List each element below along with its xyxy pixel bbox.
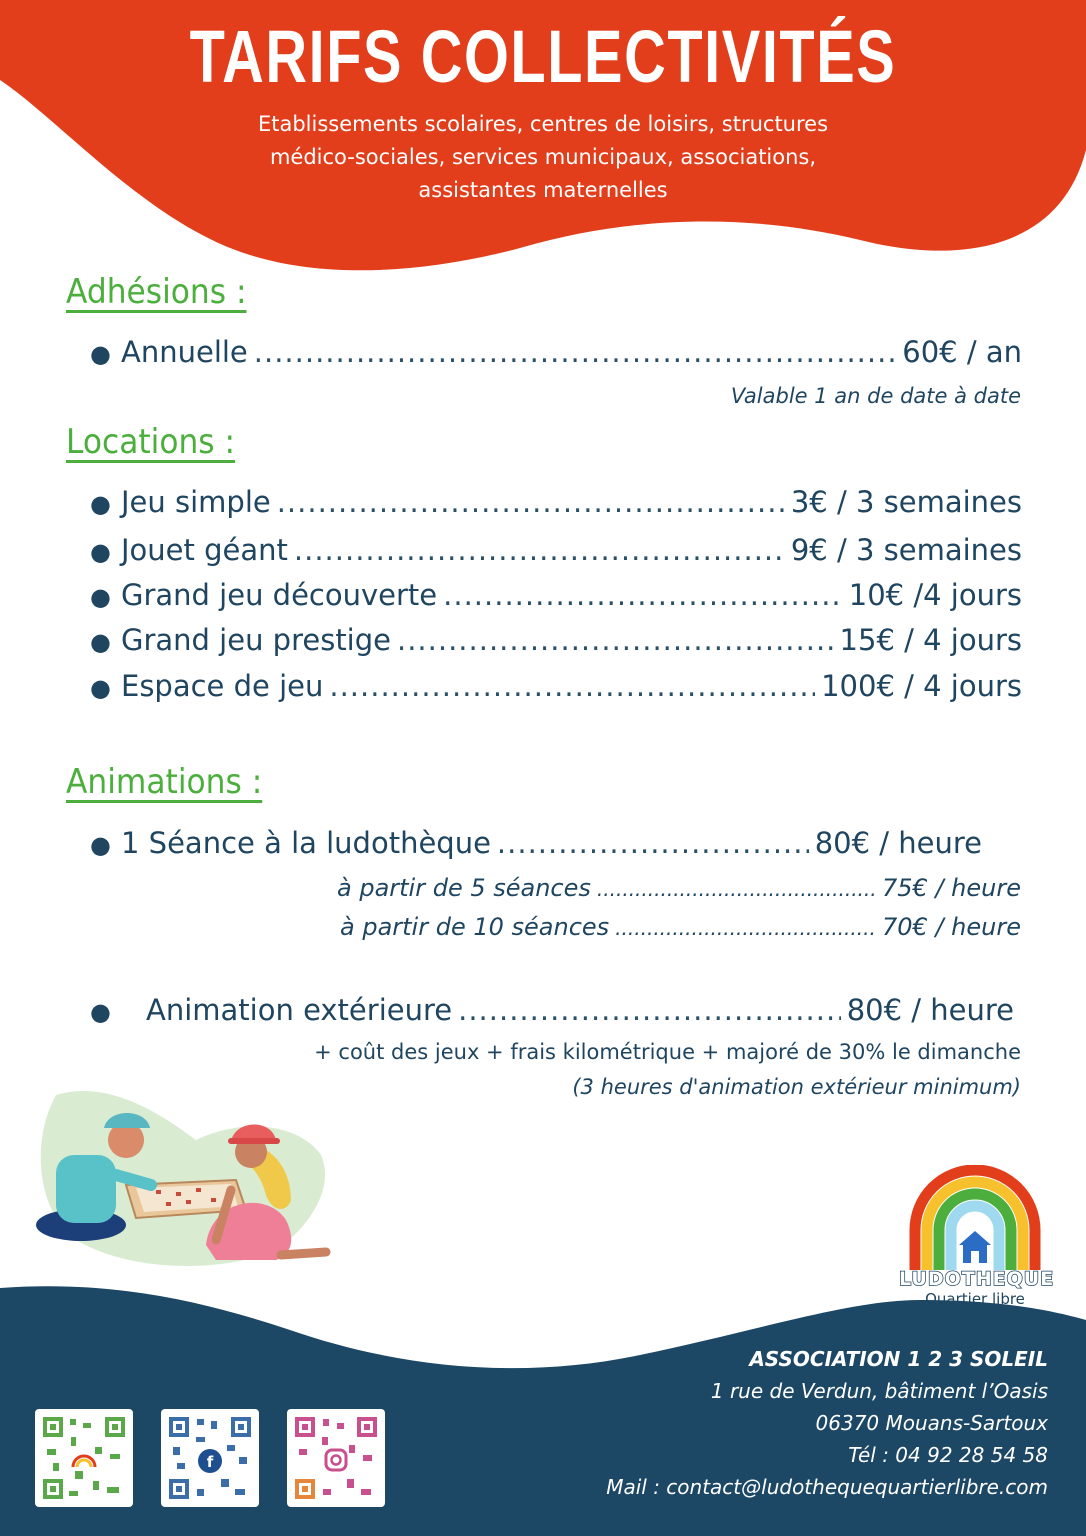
- email-address[interactable]: Mail : contact@ludothequequartierlibre.com: [606, 1475, 1048, 1499]
- dot-leader: [615, 916, 876, 940]
- item-label: Jeu simple: [121, 485, 271, 519]
- tier-price: 75€ / heure: [882, 874, 1021, 902]
- page-title: TARIFS COLLECTIVITÉS: [189, 15, 897, 98]
- qr-code-facebook[interactable]: [161, 1409, 259, 1507]
- subtitle-line: Etablissements scolaires, centres de loisirs, structures: [257, 112, 829, 136]
- tier-price: 70€ / heure: [882, 913, 1021, 941]
- dot-leader: [254, 335, 897, 369]
- dot-leader: [443, 578, 843, 612]
- postal-city: 06370 Mouans-Sartoux: [815, 1411, 1048, 1435]
- item-label: Animation extérieure: [146, 993, 453, 1027]
- bullet-icon: ●: [90, 674, 111, 702]
- bullet-icon: ●: [90, 583, 111, 611]
- tier-label: à partir de 5 séances: [337, 874, 591, 902]
- minimum-duration-note: (3 heures d'animation extérieur minimum): [572, 1075, 1021, 1099]
- tier-row-10-seances: [340, 913, 1021, 941]
- dot-leader: [277, 485, 785, 519]
- rainbow-logo: [905, 1165, 1045, 1275]
- item-label: Grand jeu découverte: [121, 578, 438, 612]
- item-price: 100€ / 4 jours: [821, 669, 1022, 703]
- price-row-grand-jeu-decouverte: [90, 578, 1022, 612]
- price-row-annuelle: [90, 335, 1022, 369]
- adhesion-validity-note: Valable 1 an de date à date: [730, 384, 1021, 408]
- dot-leader: [597, 877, 876, 901]
- contact-block: [606, 1343, 1048, 1503]
- item-label: Grand jeu prestige: [121, 623, 391, 657]
- price-row-animation-exterieure: [90, 993, 1014, 1027]
- qr-code-icon: [35, 1409, 133, 1507]
- item-price: 9€ / 3 semaines: [790, 533, 1022, 567]
- price-row-espace-de-jeu: [90, 669, 1022, 703]
- address-line: 1 rue de Verdun, bâtiment l’Oasis: [710, 1379, 1048, 1403]
- phone-number: Tél : 04 92 28 54 58: [848, 1443, 1048, 1467]
- item-label: 1 Séance à la ludothèque: [121, 826, 491, 860]
- locations-heading: Locations :: [66, 422, 236, 462]
- bullet-icon: ●: [90, 998, 111, 1026]
- svg-text:f: f: [206, 1453, 214, 1471]
- extra-costs-note: + coût des jeux + frais kilométrique + majoré de 30% le dimanche: [314, 1040, 1021, 1064]
- bullet-icon: ●: [90, 628, 111, 656]
- item-price: 3€ / 3 semaines: [790, 485, 1022, 519]
- dot-leader: [397, 623, 834, 657]
- dot-leader: [294, 533, 785, 567]
- item-price: 60€ / an: [902, 335, 1022, 369]
- tier-label: à partir de 10 séances: [340, 913, 610, 941]
- price-row-grand-jeu-prestige: [90, 623, 1022, 657]
- qr-code-instagram[interactable]: [287, 1409, 385, 1507]
- dot-leader: [497, 826, 809, 860]
- qr-code-website[interactable]: [35, 1409, 133, 1507]
- adhesions-heading: Adhésions :: [66, 272, 247, 312]
- logo-tagline: Quartier libre: [925, 1290, 1025, 1308]
- association-name: ASSOCIATION 1 2 3 SOLEIL: [749, 1347, 1048, 1371]
- instagram-icon: [326, 1450, 346, 1470]
- bullet-icon: ●: [90, 538, 111, 566]
- dot-leader: [458, 993, 841, 1027]
- bullet-icon: ●: [90, 340, 111, 368]
- item-label: Jouet géant: [121, 533, 288, 567]
- item-price: 80€ / heure: [846, 993, 1014, 1027]
- children-playing-illustration: [36, 1080, 336, 1275]
- item-price: 10€ /4 jours: [848, 578, 1022, 612]
- qr-code-icon: [287, 1409, 385, 1507]
- item-label: Espace de jeu: [121, 669, 324, 703]
- bullet-icon: ●: [90, 831, 111, 859]
- logo-wordmark: LUDOTHEQUE: [899, 1268, 1055, 1290]
- price-row-seance-ludotheque: [90, 826, 982, 860]
- tier-row-5-seances: [337, 874, 1021, 902]
- dot-leader: [329, 669, 815, 703]
- price-row-jeu-simple: [90, 485, 1022, 519]
- bullet-icon: ●: [90, 490, 111, 518]
- item-price: 80€ / heure: [814, 826, 982, 860]
- subtitle-line: médico-sociales, services municipaux, associations,: [269, 145, 817, 169]
- item-price: 15€ / 4 jours: [839, 623, 1022, 657]
- qr-code-icon: [161, 1409, 259, 1507]
- item-label: Annuelle: [121, 335, 248, 369]
- animations-heading: Animations :: [66, 762, 263, 802]
- subtitle-line: assistantes maternelles: [418, 178, 668, 202]
- price-row-jouet-geant: [90, 533, 1022, 567]
- audience-subtitle: [243, 108, 843, 207]
